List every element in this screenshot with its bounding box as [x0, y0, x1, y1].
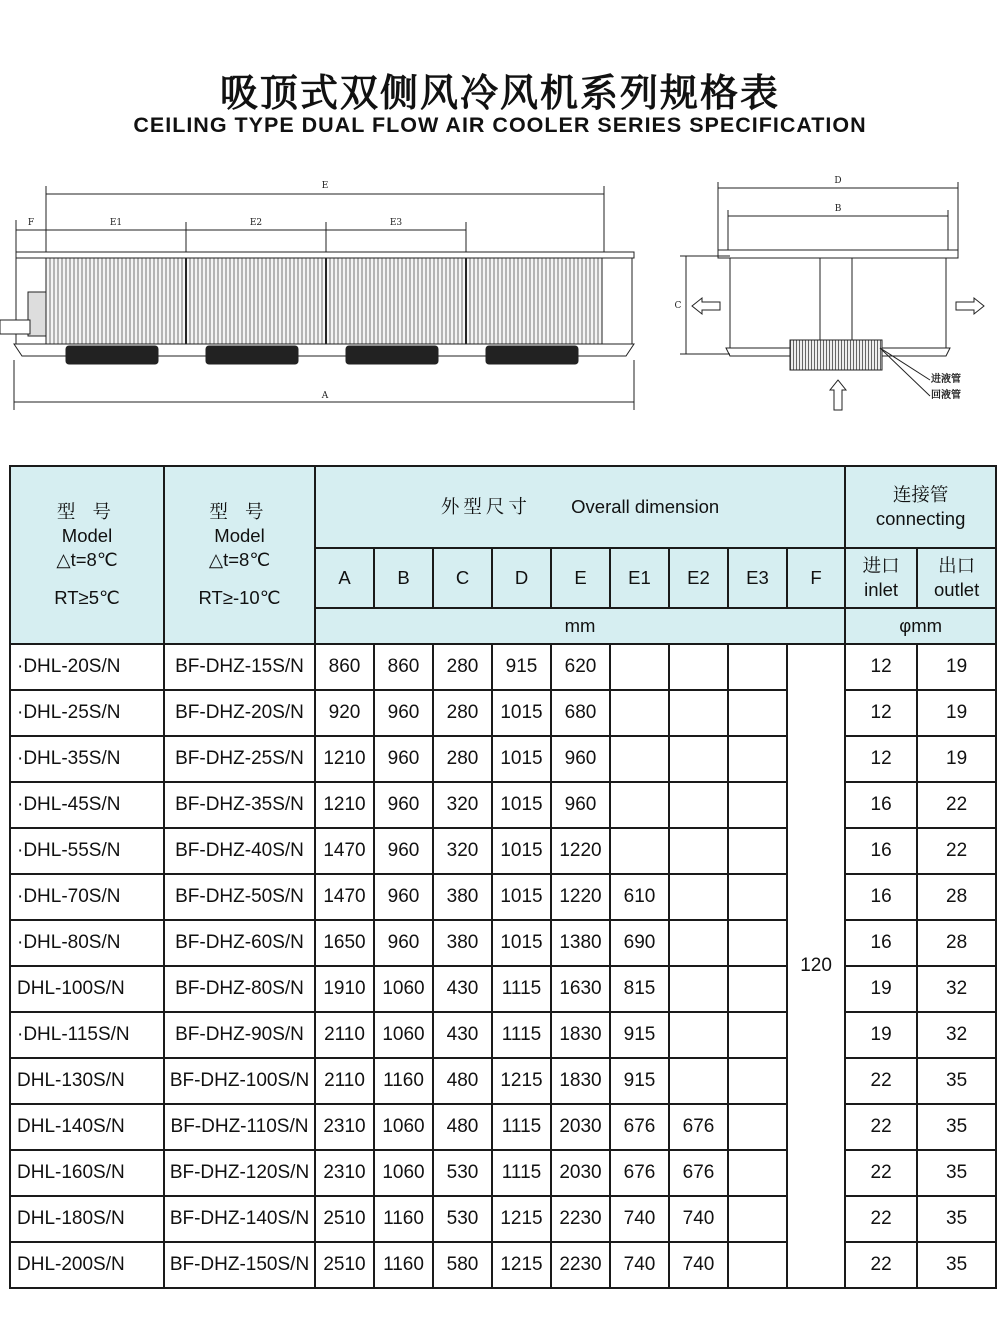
cell-model-rt-10: BF-DHZ-140S/N	[164, 1196, 315, 1242]
cell-dim-D: 1015	[492, 920, 551, 966]
cell-dim-D: 1115	[492, 1150, 551, 1196]
cell-dim-E2	[669, 1058, 728, 1104]
cell-dim-E2: 740	[669, 1196, 728, 1242]
cell-dim-C: 380	[433, 874, 492, 920]
cell-dim-E: 1220	[551, 874, 610, 920]
cell-dim-E3	[728, 644, 787, 690]
cell-dim-E: 680	[551, 690, 610, 736]
cell-dim-B: 1160	[374, 1058, 433, 1104]
cell-dim-E1	[610, 690, 669, 736]
cell-dim-E1	[610, 736, 669, 782]
header-inlet-cn: 进口	[862, 555, 900, 576]
cell-inlet: 16	[845, 920, 917, 966]
cell-inlet: 16	[845, 874, 917, 920]
cell-outlet: 28	[917, 920, 996, 966]
cell-outlet: 35	[917, 1104, 996, 1150]
cell-outlet: 19	[917, 644, 996, 690]
specification-table	[9, 465, 997, 1289]
header-outlet-cn: 出口	[938, 555, 976, 576]
cell-dim-E: 1380	[551, 920, 610, 966]
cell-model-rt-10: BF-DHZ-110S/N	[164, 1104, 315, 1150]
header-dim-C: C	[433, 548, 492, 608]
cell-dim-E1: 915	[610, 1012, 669, 1058]
table-row	[10, 1242, 996, 1288]
cell-dim-E3	[728, 782, 787, 828]
cell-dim-E3	[728, 690, 787, 736]
cell-dim-C: 280	[433, 644, 492, 690]
cell-dim-E3	[728, 1196, 787, 1242]
header-dim-E2: E2	[669, 548, 728, 608]
cell-model-rt-10: BF-DHZ-25S/N	[164, 736, 315, 782]
cell-model-rt-10: BF-DHZ-150S/N	[164, 1242, 315, 1288]
label-liquid-return-pipe: 回液管	[931, 390, 961, 401]
header-dim-F: F	[787, 548, 845, 608]
dim-label-C: C	[674, 301, 682, 311]
table-row	[10, 828, 996, 874]
cell-inlet: 19	[845, 1012, 917, 1058]
header-dim-E1: E1	[610, 548, 669, 608]
cell-inlet: 12	[845, 736, 917, 782]
table-row	[10, 644, 996, 690]
cell-model-rt5: ·DHL-25S/N	[10, 690, 164, 736]
cell-dim-E3	[728, 736, 787, 782]
cell-outlet: 28	[917, 874, 996, 920]
cell-dim-E2: 740	[669, 1242, 728, 1288]
cell-dim-D: 1015	[492, 736, 551, 782]
cell-dim-E: 620	[551, 644, 610, 690]
cell-outlet: 35	[917, 1196, 996, 1242]
cell-dim-A: 1210	[315, 736, 374, 782]
cell-dim-A: 2510	[315, 1196, 374, 1242]
cell-dim-E1: 610	[610, 874, 669, 920]
cell-dim-E: 2030	[551, 1104, 610, 1150]
front-view	[0, 186, 634, 410]
cell-outlet: 19	[917, 690, 996, 736]
cell-dim-A: 1910	[315, 966, 374, 1012]
cell-model-rt5: ·DHL-35S/N	[10, 736, 164, 782]
cell-inlet: 19	[845, 966, 917, 1012]
cell-model-rt5: ·DHL-55S/N	[10, 828, 164, 874]
cell-model-rt-10: BF-DHZ-100S/N	[164, 1058, 315, 1104]
table-row	[10, 690, 996, 736]
table-row	[10, 874, 996, 920]
cell-dim-C: 320	[433, 782, 492, 828]
header-outlet-en: outlet	[933, 579, 980, 600]
cell-dim-D: 1215	[492, 1058, 551, 1104]
cell-dim-B: 960	[374, 920, 433, 966]
cell-model-rt-10: BF-DHZ-20S/N	[164, 690, 315, 736]
dim-label-B: B	[834, 204, 842, 214]
cell-dim-E3	[728, 920, 787, 966]
cell-model-rt5: DHL-200S/N	[10, 1242, 164, 1288]
cell-model-rt-10: BF-DHZ-35S/N	[164, 782, 315, 828]
header-model-rt-10-en: Model	[214, 525, 265, 546]
cell-dim-B: 860	[374, 644, 433, 690]
cell-dim-A: 2310	[315, 1150, 374, 1196]
cell-dim-E: 1830	[551, 1058, 610, 1104]
cell-dim-E: 960	[551, 782, 610, 828]
cell-dim-E2: 676	[669, 1150, 728, 1196]
cell-dim-E2	[669, 966, 728, 1012]
cell-outlet: 19	[917, 736, 996, 782]
cell-dim-B: 1160	[374, 1196, 433, 1242]
cell-dim-D: 1115	[492, 1104, 551, 1150]
cell-dim-E3	[728, 1058, 787, 1104]
table-row	[10, 1196, 996, 1242]
cell-outlet: 22	[917, 828, 996, 874]
cell-dim-B: 960	[374, 690, 433, 736]
cell-dim-B: 960	[374, 874, 433, 920]
cell-inlet: 22	[845, 1104, 917, 1150]
header-dim-E3: E3	[728, 548, 787, 608]
cell-dim-B: 960	[374, 736, 433, 782]
cell-dim-A: 1470	[315, 828, 374, 874]
cell-dim-E3	[728, 874, 787, 920]
cell-dim-E2	[669, 644, 728, 690]
table-row	[10, 1104, 996, 1150]
cell-model-rt-10: BF-DHZ-15S/N	[164, 644, 315, 690]
cell-model-rt5: DHL-140S/N	[10, 1104, 164, 1150]
table-row	[10, 782, 996, 828]
cell-inlet: 22	[845, 1058, 917, 1104]
cell-dim-D: 1115	[492, 966, 551, 1012]
cell-dim-E: 2230	[551, 1242, 610, 1288]
header-inlet-en: inlet	[864, 579, 899, 600]
table-row	[10, 1150, 996, 1196]
cell-dim-D: 1215	[492, 1196, 551, 1242]
header-inlet	[845, 548, 917, 608]
cell-dim-A: 2110	[315, 1058, 374, 1104]
cell-dim-D: 915	[492, 644, 551, 690]
header-dim-E: E	[551, 548, 610, 608]
cell-model-rt-10: BF-DHZ-40S/N	[164, 828, 315, 874]
dim-label-E1: E1	[109, 218, 123, 228]
cell-dim-D: 1015	[492, 828, 551, 874]
label-liquid-in-pipe: 进液管	[931, 374, 961, 385]
cell-dim-E1	[610, 782, 669, 828]
cell-dim-E3	[728, 966, 787, 1012]
cell-dim-E3	[728, 1104, 787, 1150]
header-outlet	[917, 548, 996, 608]
title-chinese: 吸顶式双侧风冷风机系列规格表	[219, 71, 780, 115]
cell-model-rt5: DHL-160S/N	[10, 1150, 164, 1196]
cell-dim-C: 530	[433, 1150, 492, 1196]
header-connecting-en: connecting	[875, 508, 966, 529]
cell-outlet: 22	[917, 782, 996, 828]
cell-dim-E1	[610, 828, 669, 874]
cell-dim-E2	[669, 874, 728, 920]
cell-model-rt5: DHL-130S/N	[10, 1058, 164, 1104]
technical-drawing	[0, 170, 1000, 420]
cell-dim-B: 960	[374, 782, 433, 828]
cell-dim-B: 1060	[374, 1012, 433, 1058]
header-dim-B: B	[374, 548, 433, 608]
cell-model-rt5: ·DHL-70S/N	[10, 874, 164, 920]
cell-model-rt-10: BF-DHZ-80S/N	[164, 966, 315, 1012]
cell-dim-E3	[728, 1150, 787, 1196]
cell-dim-B: 1060	[374, 1150, 433, 1196]
header-connecting	[845, 466, 996, 548]
cell-dim-B: 1160	[374, 1242, 433, 1288]
cell-dim-D: 1115	[492, 1012, 551, 1058]
cell-dim-C: 280	[433, 736, 492, 782]
cell-outlet: 35	[917, 1242, 996, 1288]
header-dim-A: A	[315, 548, 374, 608]
cell-dim-B: 960	[374, 828, 433, 874]
header-model-rt-10-rt: RT≥-10℃	[198, 587, 281, 608]
cell-dim-C: 530	[433, 1196, 492, 1242]
cell-dim-C: 480	[433, 1058, 492, 1104]
cell-dim-E1	[610, 644, 669, 690]
dim-label-E: E	[321, 181, 329, 191]
cell-dim-E: 1630	[551, 966, 610, 1012]
cell-dim-E1: 815	[610, 966, 669, 1012]
table-row	[10, 1012, 996, 1058]
dim-label-E2: E2	[249, 218, 263, 228]
header-model-rt5-rt: RT≥5℃	[54, 587, 120, 608]
dim-label-D: D	[834, 176, 842, 186]
cell-dim-B: 1060	[374, 966, 433, 1012]
cell-inlet: 22	[845, 1242, 917, 1288]
cell-dim-E1: 740	[610, 1242, 669, 1288]
cell-model-rt5: ·DHL-20S/N	[10, 644, 164, 690]
cell-model-rt5: ·DHL-115S/N	[10, 1012, 164, 1058]
cell-dim-A: 860	[315, 644, 374, 690]
title-english: CEILING TYPE DUAL FLOW AIR COOLER SERIES SPECIFICATION	[133, 113, 867, 137]
cell-model-rt-10: BF-DHZ-60S/N	[164, 920, 315, 966]
cell-inlet: 12	[845, 644, 917, 690]
cell-dim-E1: 740	[610, 1196, 669, 1242]
cell-dim-A: 1650	[315, 920, 374, 966]
cell-dim-A: 2110	[315, 1012, 374, 1058]
dim-label-E3: E3	[389, 218, 403, 228]
cell-dim-D: 1015	[492, 782, 551, 828]
cell-dim-A: 2510	[315, 1242, 374, 1288]
header-connecting-cn: 连接管	[892, 484, 949, 505]
header-dim-D: D	[492, 548, 551, 608]
table-body	[10, 644, 996, 1288]
cell-dim-B: 1060	[374, 1104, 433, 1150]
cell-dim-E2	[669, 1012, 728, 1058]
header-model-rt5	[10, 466, 164, 644]
cell-dim-E: 1830	[551, 1012, 610, 1058]
cell-dim-A: 920	[315, 690, 374, 736]
cell-dim-E2: 676	[669, 1104, 728, 1150]
cell-dim-A: 2310	[315, 1104, 374, 1150]
cell-model-rt-10: BF-DHZ-120S/N	[164, 1150, 315, 1196]
cell-dim-E1: 676	[610, 1150, 669, 1196]
header-model-rt5-cn: 型 号	[56, 501, 118, 522]
cell-dim-E2	[669, 828, 728, 874]
cell-model-rt5: ·DHL-80S/N	[10, 920, 164, 966]
header-model-rt-10-dt: △t=8℃	[208, 549, 271, 570]
cell-dim-E1: 676	[610, 1104, 669, 1150]
cell-dim-E3	[728, 1242, 787, 1288]
cell-dim-A: 1470	[315, 874, 374, 920]
cell-inlet: 16	[845, 782, 917, 828]
cell-dim-E2	[669, 736, 728, 782]
cell-outlet: 32	[917, 1012, 996, 1058]
header-model-rt-10	[164, 466, 315, 644]
cell-model-rt-10: BF-DHZ-50S/N	[164, 874, 315, 920]
cell-dim-E2	[669, 782, 728, 828]
cell-dim-F: 120	[787, 644, 845, 1288]
cell-inlet: 12	[845, 690, 917, 736]
dim-label-A: A	[321, 391, 329, 401]
cell-dim-C: 480	[433, 1104, 492, 1150]
cell-dim-E: 960	[551, 736, 610, 782]
cell-inlet: 22	[845, 1196, 917, 1242]
cell-dim-C: 280	[433, 690, 492, 736]
dim-label-F: F	[27, 218, 35, 228]
cell-dim-C: 580	[433, 1242, 492, 1288]
cell-dim-E: 2030	[551, 1150, 610, 1196]
cell-model-rt-10: BF-DHZ-90S/N	[164, 1012, 315, 1058]
header-model-rt5-en: Model	[61, 525, 113, 546]
table-row	[10, 736, 996, 782]
cell-dim-C: 430	[433, 966, 492, 1012]
cell-model-rt5: ·DHL-45S/N	[10, 782, 164, 828]
header-overall-cn: 外型尺寸	[440, 496, 531, 517]
cell-outlet: 35	[917, 1058, 996, 1104]
cell-model-rt5: DHL-100S/N	[10, 966, 164, 1012]
cell-dim-D: 1015	[492, 690, 551, 736]
header-unit-mm: mm	[315, 608, 845, 644]
cell-dim-E2	[669, 920, 728, 966]
cell-outlet: 35	[917, 1150, 996, 1196]
cell-dim-C: 430	[433, 1012, 492, 1058]
header-unit-phi-mm: φmm	[845, 608, 996, 644]
header-overall-dimension	[315, 466, 845, 548]
cell-dim-E3	[728, 1012, 787, 1058]
cell-outlet: 32	[917, 966, 996, 1012]
cell-dim-E1: 690	[610, 920, 669, 966]
cell-dim-E2	[669, 690, 728, 736]
cell-dim-E: 1220	[551, 828, 610, 874]
header-model-rt5-dt: △t=8℃	[56, 549, 118, 570]
cell-dim-E1: 915	[610, 1058, 669, 1104]
cell-dim-E3	[728, 828, 787, 874]
cell-dim-C: 320	[433, 828, 492, 874]
cell-inlet: 16	[845, 828, 917, 874]
cell-dim-E: 2230	[551, 1196, 610, 1242]
cell-dim-D: 1215	[492, 1242, 551, 1288]
header-model-rt-10-cn: 型 号	[209, 501, 270, 522]
table-row	[10, 920, 996, 966]
table-row	[10, 966, 996, 1012]
cell-model-rt5: DHL-180S/N	[10, 1196, 164, 1242]
header-overall-en: Overall dimension	[571, 496, 720, 517]
cell-dim-D: 1015	[492, 874, 551, 920]
table-row	[10, 1058, 996, 1104]
cell-inlet: 22	[845, 1150, 917, 1196]
cell-dim-A: 1210	[315, 782, 374, 828]
cell-dim-C: 380	[433, 920, 492, 966]
